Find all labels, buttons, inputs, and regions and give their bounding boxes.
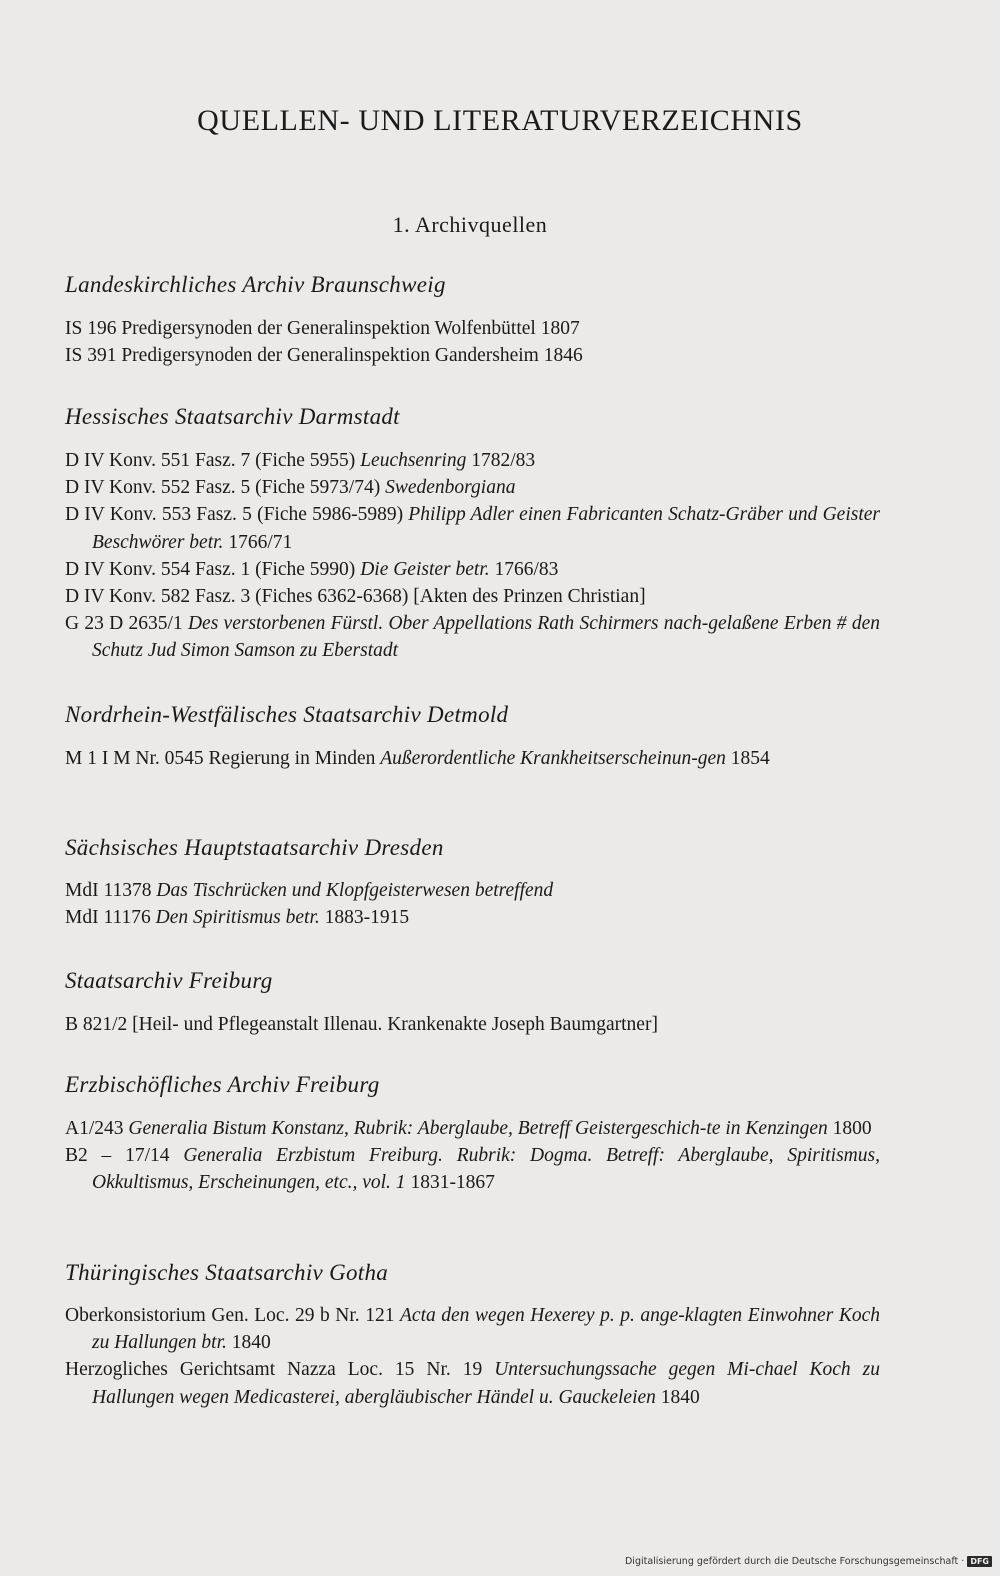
archive-entries [65, 1115, 880, 1197]
entry-text: M 1 I M Nr. 0545 Regierung in Minden [65, 748, 381, 769]
entry-title-text: Das Tischrücken und Klopfgeisterwesen betreffend [156, 880, 554, 901]
archive-entries [65, 877, 880, 931]
archive-entry [65, 342, 880, 369]
entry-title-text: Des verstorbenen Fürstl. Ober Appellations Rath Schirmers nach-gelaßene Erben # den Schutz Jud Simon Samson zu Eberstadt [92, 613, 880, 662]
archive-entry [65, 1011, 880, 1038]
archive-entries [65, 1302, 880, 1411]
entry-text: 1782/83 [466, 450, 536, 471]
digitization-footer: Digitalisierung gefördert durch die Deutsche Forschungsgemeinschaft · DFG [625, 1556, 992, 1567]
archive-entry [65, 501, 880, 555]
entry-text: 1854 [725, 748, 770, 769]
archive-entry [65, 315, 880, 342]
archive-entry [65, 556, 880, 583]
entry-text: B2 – 17/14 [65, 1145, 184, 1167]
archive-heading: Sächsisches Hauptstaatsarchiv Dresden [65, 835, 444, 860]
entry-title-text: Generalia Erzbistum Freiburg. Rubrik: Dogma. Betreff: Aberglaube, Spiritismus, Okkultismus, Erscheinungen, etc., vol. 1 [92, 1145, 880, 1194]
archive-entry [65, 1302, 880, 1356]
archive-entry [65, 447, 880, 474]
entry-text: D IV Konv. 582 Fasz. 3 (Fiches 6362-6368) [Akten des Prinzen Christian] [65, 586, 646, 608]
entry-text: 1831-1867 [405, 1172, 495, 1194]
entry-text: 1840 [655, 1386, 700, 1408]
archive-entry [65, 1115, 880, 1142]
entry-text: 1766/71 [223, 531, 293, 553]
entry-text: B 821/2 [Heil- und Pflegeanstalt Illenau. Krankenakte Joseph Baumgartner] [65, 1014, 658, 1035]
section-title: 1. Archivquellen [392, 212, 548, 237]
archive-entry [65, 1142, 880, 1196]
archive-heading: Hessisches Staatsarchiv Darmstadt [65, 404, 400, 429]
entry-text: D IV Konv. 552 Fasz. 5 (Fiche 5973/74) [65, 477, 386, 499]
archive-entry [65, 1356, 880, 1410]
entry-title-text: Philipp Adler einen Fabricanten Schatz-Gräber und Geister Beschwörer betr. [92, 504, 880, 553]
archive-heading: Erzbischöfliches Archiv Freiburg [65, 1072, 380, 1097]
entry-text: 1766/83 [489, 558, 559, 580]
footer-text: Digitalisierung gefördert durch die Deutsche Forschungsgemeinschaft [624, 1556, 959, 1567]
archive-entries [65, 315, 880, 369]
entry-title-text: Leuchsenring [360, 450, 467, 471]
archive-entry [65, 745, 880, 772]
archive-entries [65, 745, 880, 772]
archive-entry [65, 474, 880, 501]
entry-text: D IV Konv. 554 Fasz. 1 (Fiche 5990) [65, 558, 361, 580]
entry-title-text: Untersuchungssache gegen Mi-chael Koch zu Hallungen wegen Medicasterei, abergläubischer Händel u. Gauckeleien [92, 1359, 880, 1408]
entry-text: G 23 D 2635/1 [65, 613, 188, 635]
archive-entry [65, 904, 880, 931]
archive-entry [65, 583, 880, 610]
entry-text: Oberkonsistorium Gen. Loc. 29 b Nr. 121 [65, 1305, 400, 1326]
entry-text: IS 196 Predigersynoden der Generalinspektion Wolfenbüttel 1807 [65, 318, 580, 339]
archive-heading: Staatsarchiv Freiburg [65, 968, 273, 993]
archive-heading: Landeskirchliches Archiv Braunschweig [65, 272, 446, 297]
entry-text: 1840 [226, 1332, 271, 1354]
archive-entry [65, 877, 880, 904]
entry-text: MdI 11378 [65, 880, 157, 901]
entry-title-text: Acta den wegen Hexerey p. p. ange-klagten Einwohner Koch zu Hallungen btr. [92, 1305, 880, 1354]
entry-text: 1800 [827, 1118, 872, 1139]
page-title: QUELLEN- UND LITERATURVERZEICHNIS [197, 104, 803, 137]
entry-text: Herzogliches Gerichtsamt Nazza Loc. 15 Nr. 19 [65, 1359, 495, 1381]
entry-text: A1/243 [65, 1118, 129, 1139]
dfg-logo: DFG [967, 1556, 992, 1567]
entry-title-text: Generalia Bistum Konstanz, Rubrik: Aberglaube, Betreff Geistergeschich-te in Kenzingen [128, 1118, 828, 1139]
entry-text: MdI 11176 [65, 907, 156, 929]
entry-text: D IV Konv. 553 Fasz. 5 (Fiche 5986-5989) [65, 504, 409, 526]
entry-title-text: Außerordentliche Krankheitserscheinun-gen [380, 748, 726, 769]
archive-heading: Thüringisches Staatsarchiv Gotha [65, 1260, 389, 1285]
entry-title-text: Die Geister betr. [360, 558, 490, 580]
archive-heading: Nordrhein-Westfälisches Staatsarchiv Detmold [65, 702, 509, 727]
entry-text: IS 391 Predigersynoden der Generalinspektion Gandersheim 1846 [65, 345, 583, 367]
archive-entries [65, 1011, 880, 1038]
entry-text: 1883-1915 [319, 907, 410, 929]
archive-entries [65, 447, 880, 665]
entry-text: D IV Konv. 551 Fasz. 7 (Fiche 5955) [65, 450, 361, 471]
entry-title-text: Den Spiritismus betr. [155, 907, 320, 929]
archive-entry [65, 610, 880, 664]
entry-title-text: Swedenborgiana [385, 477, 516, 499]
